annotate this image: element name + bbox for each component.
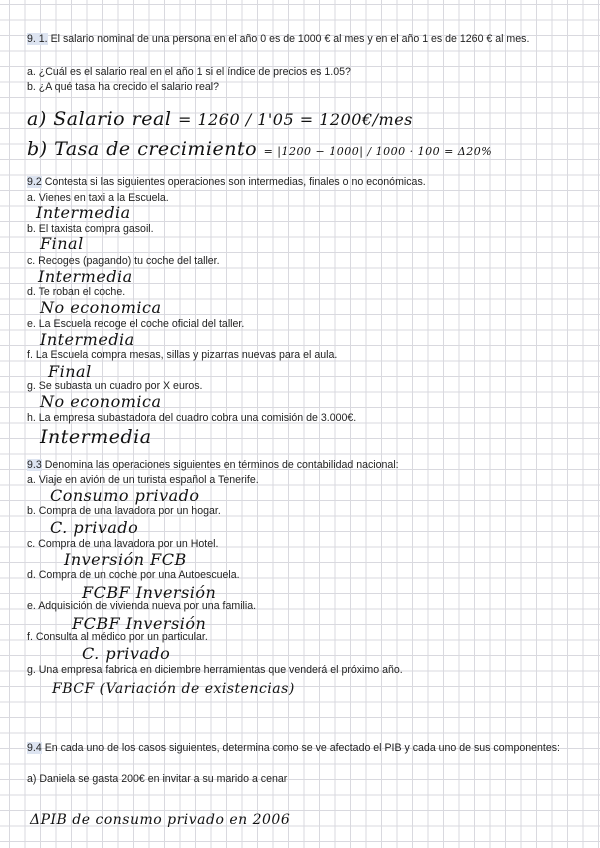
answer-9-1-a xyxy=(27,108,413,130)
question-text: Denomina las operaciones siguientes en términos de contabilidad nacional: xyxy=(44,459,399,471)
item-answer: FCBF Inversión xyxy=(72,614,207,633)
item-q: a. Viaje en avión de un turista español a Tenerife. xyxy=(27,474,259,486)
item-answer: Final xyxy=(48,362,92,381)
answer-label: a) Salario real xyxy=(27,108,172,130)
item-answer: Inversión FCB xyxy=(64,550,187,569)
question-9-4 xyxy=(27,742,582,755)
item-q: b. El taxista compra gasoil. xyxy=(27,223,154,235)
answer-9-1-b xyxy=(27,138,492,160)
question-number: 9.2 xyxy=(27,176,42,188)
answer-label: b) Tasa de crecimiento xyxy=(27,138,258,160)
item-answer: No economica xyxy=(40,298,162,317)
item-q: b. Compra de una lavadora por un hogar. xyxy=(27,505,221,517)
question-number: 9.3 xyxy=(27,459,42,471)
item-q: e. La Escuela recoge el coche oficial del taller. xyxy=(27,318,245,330)
answer-expr: = |1200 − 1000| / 1000 · 100 = Δ20% xyxy=(263,145,493,158)
item-answer: Final xyxy=(40,234,84,253)
item-q: g. Una empresa fabrica en diciembre herramientas que venderá el próximo año. xyxy=(27,664,403,676)
item-answer: FBCF (Variación de existencias) xyxy=(52,681,295,697)
item-answer: No economica xyxy=(40,392,162,411)
item-q: e. Adquisición de vivienda nueva por una familia. xyxy=(27,600,257,612)
item-q: a. Vienes en taxi a la Escuela. xyxy=(27,192,169,204)
item-answer: Intermedia xyxy=(40,330,135,349)
item-q: f. La Escuela compra mesas, sillas y pizarras nuevas para el aula. xyxy=(27,349,338,361)
answer-9-4: ΔPIB de consumo privado en 2006 xyxy=(30,812,291,828)
item-answer: FCBF Inversión xyxy=(82,583,217,602)
question-text: En cada uno de los casos siguientes, determina como se ve afectado el PIB y cada uno de sus componentes: xyxy=(44,742,560,754)
item-answer: Consumo privado xyxy=(50,486,200,505)
item-answer: Intermedia xyxy=(38,267,133,286)
item-q: c. Compra de una lavadora por un Hotel. xyxy=(27,538,219,550)
item-answer: C. privado xyxy=(50,518,139,537)
question-text: El salario nominal de una persona en el año 0 es de 1000 € al mes y en el año 1 es de 1260 € al mes. xyxy=(50,33,530,45)
question-number: 9.4 xyxy=(27,742,42,754)
question-9-1 xyxy=(27,33,582,46)
question-text: Contesta si las siguientes operaciones son intermedias, finales o no económicas. xyxy=(44,176,426,188)
question-9-2 xyxy=(27,176,582,189)
item-q: d. Te roban el coche. xyxy=(27,286,126,298)
answer-expr: = 1260 / 1'05 = 1200€/mes xyxy=(177,110,413,129)
item-answer: C. privado xyxy=(82,644,171,663)
question-9-4-a: a) Daniela se gasta 200€ en invitar a su marido a cenar xyxy=(27,773,288,785)
question-9-3 xyxy=(27,459,582,472)
item-q: h. La empresa subastadora del cuadro cobra una comisión de 3.000€. xyxy=(27,412,357,424)
item-answer: Intermedia xyxy=(36,203,131,222)
item-q: f. Consulta al médico por un particular. xyxy=(27,631,208,643)
item-q: g. Se subasta un cuadro por X euros. xyxy=(27,380,203,392)
question-number: 9. 1. xyxy=(27,33,48,45)
item-q: d. Compra de un coche por una Autoescuela. xyxy=(27,569,240,581)
question-9-1-a: a. ¿Cuál es el salario real en el año 1 si el índice de precios es 1.05? xyxy=(27,66,351,78)
item-answer: Intermedia xyxy=(40,426,152,448)
item-q: c. Recoges (pagando) tu coche del taller. xyxy=(27,255,220,267)
question-9-1-b: b. ¿A qué tasa ha crecido el salario real? xyxy=(27,81,219,93)
